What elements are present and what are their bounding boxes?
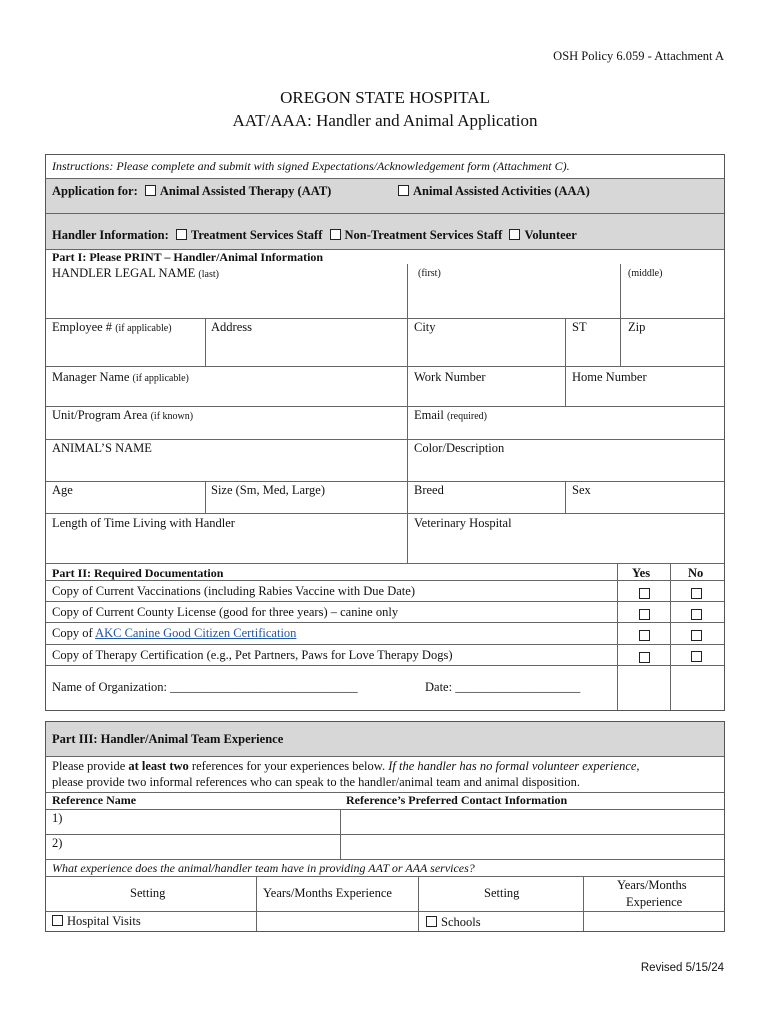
vaccinations-yes-checkbox[interactable] — [639, 588, 650, 599]
revised-date: Revised 5/15/24 — [640, 962, 724, 974]
part2-heading: Part II: Required Documentation — [52, 566, 224, 580]
manager-label — [52, 370, 189, 385]
ref-name-header: Reference Name — [52, 793, 137, 807]
non-treatment-staff-option: Non-Treatment Services Staff — [344, 228, 503, 242]
ref-contact-header: Reference’s Preferred Contact Information — [346, 793, 568, 807]
doc-item-therapy: Copy of Therapy Certification (e.g., Pet Partners, Paws for Love Therapy Dogs) — [52, 648, 453, 662]
doc-item-akc — [52, 626, 296, 641]
part1-heading: Part I: Please PRINT – Handler/Animal Information — [52, 250, 324, 264]
unit-text: Unit/Program Area — [52, 408, 148, 422]
email-text: Email — [414, 408, 444, 422]
setting-header-2: Setting — [484, 886, 520, 900]
instructions-text: Instructions: Please complete and submit with signed Expectations/Acknowledgement form (Attachment C). — [52, 159, 570, 173]
address-label: Address — [211, 320, 252, 334]
org-name-line[interactable]: Name of Organization: ______________________________ — [52, 680, 358, 694]
vaccinations-no-checkbox[interactable] — [691, 588, 702, 599]
no-header: No — [688, 566, 704, 580]
hospital-visits-checkbox[interactable] — [52, 915, 63, 926]
aaa-checkbox[interactable] — [398, 185, 409, 196]
application-for-label: Application for: — [52, 184, 138, 198]
application-label — [52, 184, 331, 199]
aaa-option: Animal Assisted Activities (AAA) — [413, 184, 590, 198]
doc-item-license: Copy of Current County License (good for three years) – canine only — [52, 605, 399, 619]
part3-intro — [52, 759, 640, 774]
last-note: (last) — [198, 269, 219, 280]
email-label — [414, 408, 487, 423]
schools-label: Schools — [441, 915, 481, 929]
form-title: AAT/AAA: Handler and Animal Application — [232, 111, 538, 130]
work-number-label: Work Number — [414, 370, 486, 384]
hospital-visits-label: Hospital Visits — [67, 914, 141, 928]
attachment-label: OSH Policy 6.059 - Attachment A — [553, 49, 724, 63]
intro-c: references for your experiences below. — [188, 759, 389, 773]
schools-checkbox[interactable] — [426, 916, 437, 927]
home-number-label: Home Number — [572, 370, 647, 384]
non-treatment-staff-checkbox[interactable] — [330, 229, 341, 240]
vet-label: Veterinary Hospital — [414, 516, 512, 530]
handler-info-label: Handler Information: — [52, 228, 169, 242]
volunteer-option: Volunteer — [524, 228, 577, 242]
ref1-label: 1) — [52, 811, 63, 825]
employee-note: (if applicable) — [115, 323, 172, 334]
yes-header: Yes — [632, 566, 651, 580]
akc-prefix: Copy of — [52, 626, 96, 640]
city-label: City — [414, 320, 436, 334]
legal-name-text: HANDLER LEGAL NAME — [52, 266, 196, 280]
aat-option: Animal Assisted Therapy (AAT) — [159, 184, 332, 198]
middle-label: (middle) — [628, 268, 663, 279]
therapy-yes-checkbox[interactable] — [639, 652, 650, 663]
akc-no-checkbox[interactable] — [691, 630, 702, 641]
employee-text: Employee # — [52, 320, 113, 334]
part3-heading: Part III: Handler/Animal Team Experience — [52, 732, 284, 746]
st-label: ST — [572, 320, 587, 334]
sex-label: Sex — [572, 483, 591, 497]
breed-label: Breed — [414, 483, 444, 497]
unit-note: (if known) — [150, 411, 194, 422]
animal-name-label: ANIMAL’S NAME — [52, 441, 152, 455]
license-no-checkbox[interactable] — [691, 609, 702, 620]
part3-intro-line2: please provide two informal references who can speak to the handler/animal team and animal disposition. — [52, 775, 580, 789]
employee-label — [52, 320, 172, 335]
experience-question: What experience does the animal/handler team have in providing AAT or AAA services? — [52, 861, 475, 875]
unit-label — [52, 408, 193, 423]
email-note: (required) — [446, 411, 487, 422]
intro-a: Please provide — [52, 759, 129, 773]
color-label: Color/Description — [414, 441, 505, 455]
setting-header: Setting — [130, 886, 166, 900]
intro-b: at least two — [128, 759, 189, 773]
first-label: (first) — [418, 268, 441, 279]
aat-checkbox[interactable] — [145, 185, 156, 196]
hospital-visits-option — [52, 914, 141, 929]
age-label: Age — [52, 483, 73, 497]
ref2-label: 2) — [52, 836, 63, 850]
aaa-option-wrap — [398, 184, 590, 199]
length-label: Length of Time Living with Handler — [52, 516, 235, 530]
date-line[interactable]: Date: ____________________ — [425, 680, 581, 694]
intro-d: If the handler has no formal volunteer experience, — [388, 759, 640, 773]
manager-note: (if applicable) — [132, 373, 189, 384]
treatment-staff-checkbox[interactable] — [176, 229, 187, 240]
schools-option — [426, 915, 481, 930]
org-title: OREGON STATE HOSPITAL — [280, 88, 490, 107]
akc-yes-checkbox[interactable] — [639, 630, 650, 641]
license-yes-checkbox[interactable] — [639, 609, 650, 620]
treatment-staff-option: Treatment Services Staff — [190, 228, 323, 242]
handler-info — [52, 228, 577, 243]
years-header-2a: Years/Months — [617, 878, 687, 892]
size-label: Size (Sm, Med, Large) — [211, 483, 325, 497]
doc-item-vaccinations: Copy of Current Vaccinations (including Rabies Vaccine with Due Date) — [52, 584, 415, 598]
akc-link[interactable]: AKC Canine Good Citizen Certification — [95, 626, 297, 640]
years-header: Years/Months Experience — [263, 886, 392, 900]
manager-text: Manager Name — [52, 370, 130, 384]
zip-label: Zip — [628, 320, 646, 334]
volunteer-checkbox[interactable] — [509, 229, 520, 240]
legal-name-label — [52, 266, 219, 281]
years-header-2b: Experience — [626, 895, 683, 909]
therapy-no-checkbox[interactable] — [691, 651, 702, 662]
